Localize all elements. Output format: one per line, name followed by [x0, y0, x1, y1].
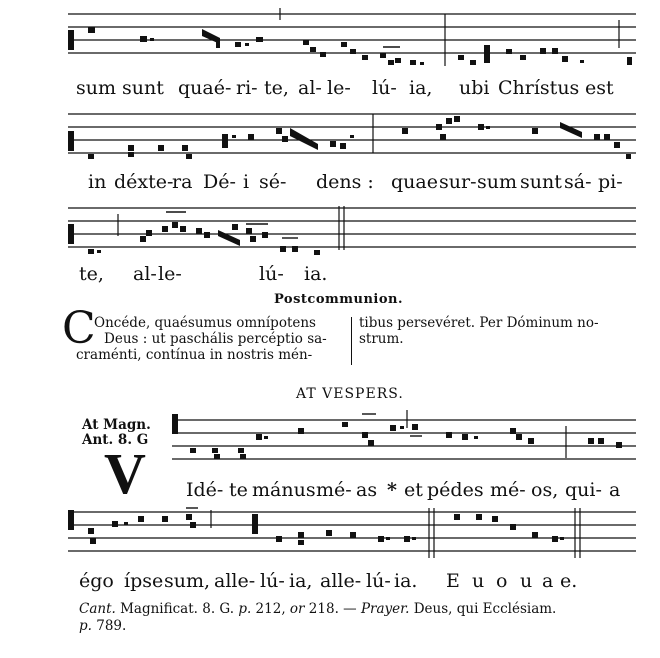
syllable: ia, — [289, 570, 313, 592]
syllable: lú- — [366, 570, 391, 592]
chant-staff-4 — [0, 408, 660, 468]
syllable: lú- — [372, 77, 397, 99]
antiphon-initial: V — [104, 441, 146, 506]
syllable: pédes — [427, 479, 484, 501]
syllable: al- — [298, 77, 322, 99]
syllable: e. — [560, 570, 578, 592]
text-line: Deus : ut paschális percéptio sa- — [104, 331, 327, 347]
syllable: mé- — [490, 479, 526, 501]
chant-staff-2 — [0, 108, 660, 168]
syllable: sé- — [259, 171, 287, 193]
prayer-label: Prayer. — [360, 601, 410, 617]
lyric-line-2 — [0, 171, 660, 195]
chant-staff-5 — [0, 506, 660, 566]
footer-note — [79, 601, 639, 635]
syllable: sá- — [564, 171, 592, 193]
syllable: qui- — [565, 479, 602, 501]
cant-text: Magnificat. 8. G. — [120, 601, 235, 617]
cant-label: Cant. — [79, 601, 116, 617]
syllable: ra — [172, 171, 193, 193]
syllable: ípse — [124, 570, 164, 592]
syllable: quaé- — [178, 77, 232, 99]
syllable: mánus — [252, 479, 316, 501]
page-abbrev: p. — [238, 601, 252, 617]
syllable: ia. — [394, 570, 418, 592]
syllable: a — [609, 479, 621, 501]
syllable: o — [496, 570, 508, 592]
prayer-text: Deus, qui Ecclésiam. — [413, 601, 557, 617]
text-line: strum. — [359, 331, 404, 347]
syllable: sum — [477, 171, 518, 193]
syllable: sur- — [439, 171, 477, 193]
dash: — — [338, 601, 361, 617]
syllable: lú- — [260, 570, 285, 592]
syllable: le- — [327, 77, 351, 99]
syllable: dens : — [316, 171, 374, 193]
syllable: déxte- — [114, 171, 174, 193]
chant-staff-1 — [0, 0, 660, 80]
column-divider — [351, 317, 352, 365]
syllable: ia. — [304, 263, 328, 285]
syllable: u — [520, 570, 533, 592]
text-line: craménti, contínua in nostris mén- — [76, 347, 313, 363]
syllable: quae — [391, 171, 438, 193]
postcommunion-heading: Postcommunion. — [274, 292, 404, 307]
syllable: et — [404, 479, 423, 501]
page-number: 212, — [255, 601, 286, 617]
chant-staff-3 — [0, 202, 660, 262]
syllable: est — [585, 77, 614, 99]
syllable: pi- — [598, 171, 623, 193]
syllable: i — [243, 171, 250, 193]
syllable: alle- — [214, 570, 256, 592]
syllable: le- — [158, 263, 182, 285]
syllable: E — [446, 570, 460, 592]
lyric-line-4 — [0, 479, 660, 503]
vespers-heading: AT VESPERS. — [296, 386, 404, 402]
label-line: Ant. 8. G — [82, 432, 149, 448]
syllable: as — [356, 479, 378, 501]
syllable: sunt — [520, 171, 562, 193]
syllable: ubi — [459, 77, 490, 99]
syllable: ri- — [236, 77, 258, 99]
syllable: te, — [264, 77, 289, 99]
syllable: Idé- — [186, 479, 224, 501]
or-text: or — [289, 601, 305, 617]
syllable: Dé- — [203, 171, 236, 193]
label-line: At Magn. — [82, 417, 151, 433]
syllable: sum, — [164, 570, 211, 592]
postcommunion-right — [359, 315, 649, 347]
lyric-line-1 — [0, 77, 660, 101]
syllable: sum — [76, 77, 117, 99]
syllable: u — [472, 570, 485, 592]
syllable: mé- — [316, 479, 352, 501]
page-number: 218. — [308, 601, 339, 617]
postcommunion-initial: C — [62, 303, 96, 354]
syllable: in — [88, 171, 107, 193]
syllable: ia, — [409, 77, 433, 99]
syllable: lú- — [259, 263, 284, 285]
syllable: te — [229, 479, 248, 501]
syllable: a — [542, 570, 554, 592]
lyric-line-5 — [0, 570, 660, 594]
syllable: alle- — [320, 570, 362, 592]
syllable: sunt — [122, 77, 164, 99]
syllable: * — [387, 479, 397, 501]
lyric-line-3 — [0, 263, 660, 287]
syllable: al- — [133, 263, 157, 285]
postcommunion-left — [76, 315, 344, 363]
syllable: égo — [79, 570, 114, 592]
text-line: Oncéde, quaésumus omnípotens — [94, 315, 316, 331]
syllable: te, — [79, 263, 104, 285]
page-number: 789. — [96, 618, 127, 634]
text-line: tibus persevéret. Per Dóminum no- — [359, 315, 599, 331]
syllable: os, — [531, 479, 559, 501]
syllable: Chrístus — [498, 77, 580, 99]
page-abbrev: p. — [79, 618, 92, 634]
